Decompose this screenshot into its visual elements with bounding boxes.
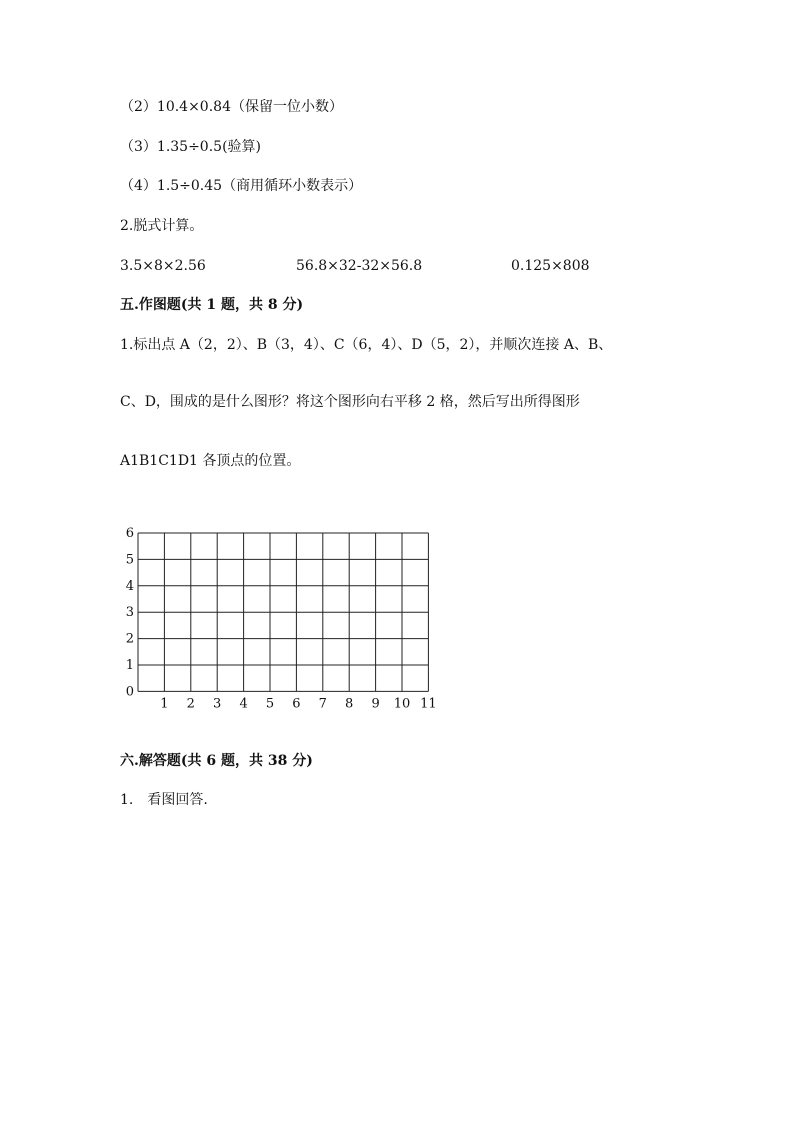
sec5-q1-line3: A1B1C1D1 各顶点的位置。 [120,453,301,469]
x-tick-label: 5 [265,696,275,712]
section6-title: 六.解答题(共 6 题，共 38 分) [120,753,313,769]
coordinate-grid [118,520,448,715]
y-tick-label: 6 [125,526,134,541]
x-tick-label: 8 [345,696,354,712]
q2-title: 2.脱式计算。 [120,218,204,234]
sec5-q1-line2: C、D，围成的是什么图形？将这个图形向右平移 2 格，然后写出所得图形 [120,394,580,410]
sec5-q1-line1: 1.标出点 A（2，2）、B（3，4）、C（6，4）、D（5，2），并顺次连接 A、B、 [120,337,613,353]
sec4-item-4: （4）1.5÷0.45（商用循环小数表示） [120,178,363,194]
x-tick-label: 7 [318,696,327,712]
x-tick-label: 10 [393,696,411,712]
calc-2: 56.8×32-32×56.8 [296,258,423,274]
sec4-item-2: （2）10.4×0.84（保留一位小数） [120,99,343,115]
y-tick-label: 0 [125,684,134,700]
x-tick-label: 6 [292,696,301,712]
y-tick-label: 3 [125,605,134,621]
y-tick-label: 1 [125,658,134,673]
section5-title: 五.作图题(共 1 题，共 8 分) [120,297,304,313]
y-tick-label: 4 [125,578,134,594]
sec6-q1: 1. 看图回答. [120,792,208,808]
sec4-item-3: （3）1.35÷0.5(验算) [120,139,261,155]
calc-3: 0.125×808 [511,258,590,274]
x-tick-label: 9 [371,696,380,712]
x-tick-label: 4 [239,696,248,712]
x-tick-label: 2 [186,696,195,712]
x-tick-label: 11 [420,696,437,712]
y-tick-label: 2 [125,631,134,647]
x-tick-label: 1 [160,696,169,712]
y-tick-label: 5 [125,552,134,568]
calc-1: 3.5×8×2.56 [120,258,206,274]
x-tick-label: 3 [213,696,222,712]
